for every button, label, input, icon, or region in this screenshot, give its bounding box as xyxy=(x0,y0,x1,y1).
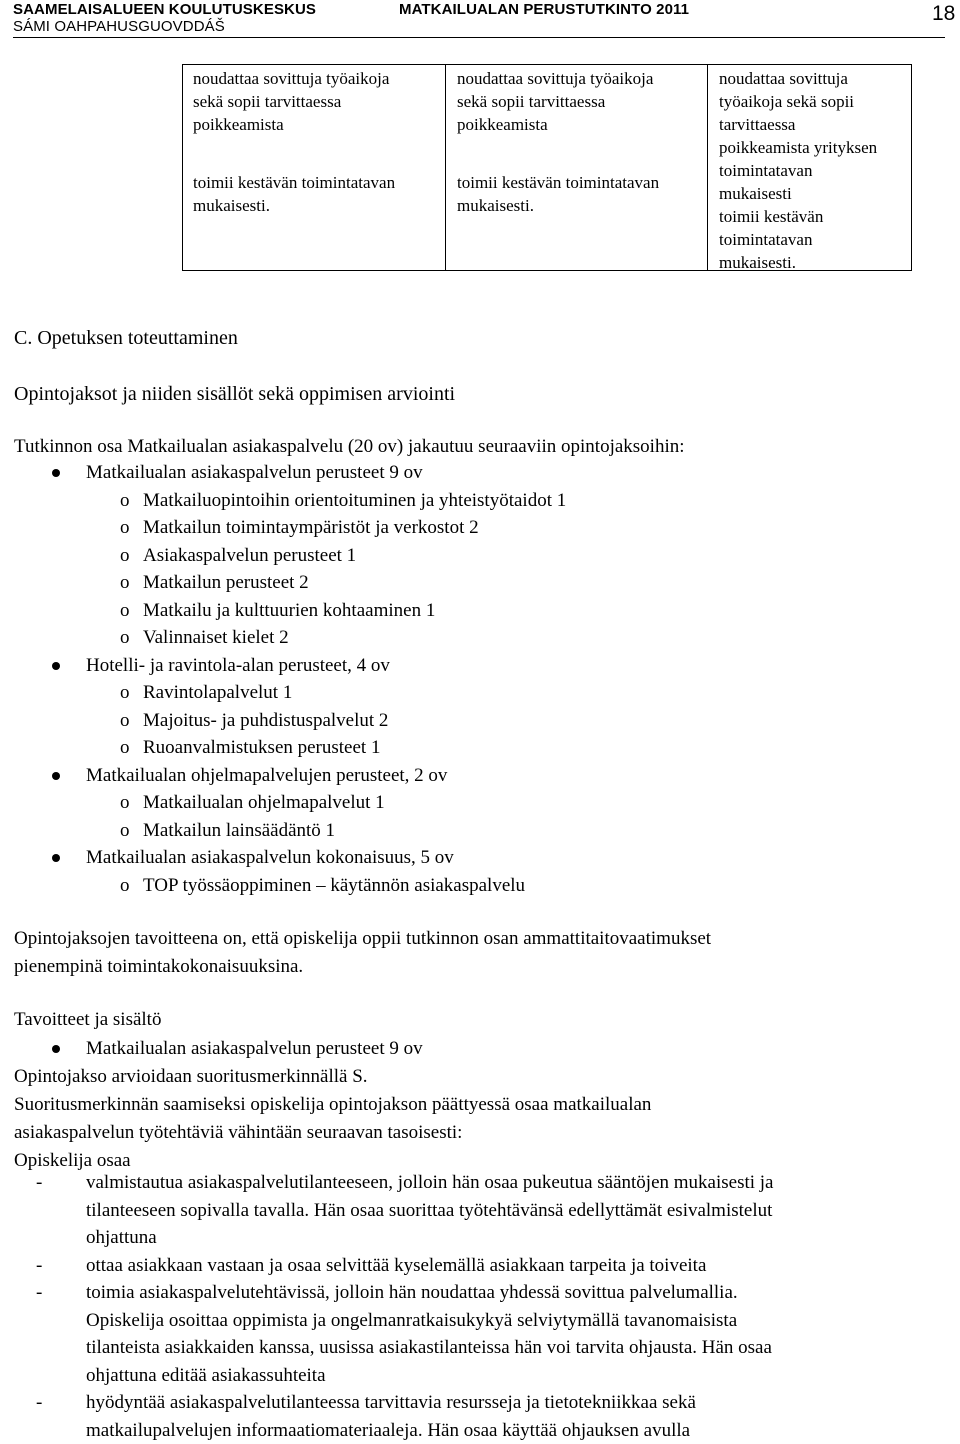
course-list xyxy=(0,459,566,899)
circle-marker-icon: o xyxy=(120,789,130,817)
criteria-line: tilanteeseen sopivalla tavalla. Hän osaa suorittaa työtehtävänsä edellyttämät esivalmistelut xyxy=(86,1197,946,1225)
list-item xyxy=(0,762,566,790)
list-item xyxy=(0,1035,423,1063)
bullet-icon xyxy=(52,772,60,780)
subcourse-label: Ravintolapalvelut 1 xyxy=(143,682,292,703)
goal-paragraph xyxy=(14,925,711,981)
paragraph-line: Suoritusmerkinnän saamiseksi opiskelija opintojakson päättyessä osaa matkailualan xyxy=(14,1091,651,1119)
section-subheading: Opintojaksot ja niiden sisällöt sekä oppimisen arviointi xyxy=(14,380,455,408)
intro-paragraph: Tutkinnon osa Matkailualan asiakaspalvelu (20 ov) jakautuu seuraaviin opintojaksoihin: xyxy=(14,433,685,461)
circle-marker-icon: o xyxy=(120,624,130,652)
cell-text: noudattaa sovittuja työaikoja xyxy=(457,67,707,90)
bullet-icon xyxy=(52,854,60,862)
dash-marker-icon: - xyxy=(36,1279,42,1307)
sub-list-item xyxy=(0,487,566,515)
dash-marker-icon: - xyxy=(36,1389,42,1417)
sub-list-item xyxy=(0,597,566,625)
list-item xyxy=(0,1252,946,1280)
bullet-icon xyxy=(52,469,60,477)
sub-list-item xyxy=(0,734,566,762)
criteria-line: toimia asiakaspalvelutehtävissä, jolloin hän noudattaa yhdessä sovittua palvelumallia. xyxy=(86,1279,946,1307)
assessment-table xyxy=(182,64,912,271)
table-cell-good xyxy=(446,65,708,270)
section-heading: C. Opetuksen toteuttaminen xyxy=(14,324,238,352)
cell-text: mukaisesti. xyxy=(719,251,911,274)
criteria-line: tilanteista asiakkaiden kanssa, uusissa asiakastilanteissa hän voi tarvita ohjausta. Hän osaa xyxy=(86,1334,946,1362)
page-header xyxy=(0,0,960,36)
sub-list-item xyxy=(0,707,566,735)
sub-list-item xyxy=(0,817,566,845)
cell-text: toimii kestävän toimintatavan xyxy=(193,171,445,194)
goal-label: Matkailualan asiakaspalvelun perusteet 9 ov xyxy=(86,1038,423,1059)
subcourse-label: Asiakaspalvelun perusteet 1 xyxy=(143,545,356,566)
cell-text: poikkeamista yrityksen xyxy=(719,136,911,159)
sub-list-item xyxy=(0,872,566,900)
circle-marker-icon: o xyxy=(120,872,130,900)
paragraph-line: Opintojaksojen tavoitteena on, että opiskelija oppii tutkinnon osan ammattitaitovaatimukset xyxy=(14,925,711,953)
cell-text: toimintatavan xyxy=(719,159,911,182)
circle-marker-icon: o xyxy=(120,817,130,845)
criteria-line: valmistautua asiakaspalvelutilanteeseen, jolloin hän osaa pukeutua sääntöjen mukaisesti ja xyxy=(86,1169,946,1197)
course-label: Matkailualan ohjelmapalvelujen perusteet, 2 ov xyxy=(86,765,447,786)
criteria-line: ohjattuna xyxy=(86,1224,946,1252)
cell-text: toimii kestävän xyxy=(719,205,911,228)
table-cell-excellent xyxy=(708,65,911,270)
circle-marker-icon: o xyxy=(120,569,130,597)
criteria-line: matkailupalvelujen informaatiomateriaaleja. Hän osaa käyttää ohjauksen avulla xyxy=(86,1417,946,1444)
circle-marker-icon: o xyxy=(120,707,130,735)
dash-marker-icon: - xyxy=(36,1252,42,1280)
course-label: Hotelli- ja ravintola-alan perusteet, 4 ov xyxy=(86,655,390,676)
sub-list-item xyxy=(0,514,566,542)
cell-text: mukaisesti xyxy=(719,182,911,205)
sub-list-item xyxy=(0,789,566,817)
circle-marker-icon: o xyxy=(120,679,130,707)
subcourse-label: Matkailun toimintaympäristöt ja verkostot 2 xyxy=(143,517,479,538)
cell-text: poikkeamista xyxy=(193,113,445,136)
subcourse-label: Majoitus- ja puhdistuspalvelut 2 xyxy=(143,710,388,731)
circle-marker-icon: o xyxy=(120,487,130,515)
bullet-icon xyxy=(52,1045,60,1053)
criteria-line: ohjattuna editää asiakassuhteita xyxy=(86,1362,946,1390)
circle-marker-icon: o xyxy=(120,597,130,625)
paragraph-line: asiakaspalvelun työtehtäviä vähintään seuraavan tasoisesti: xyxy=(14,1119,651,1147)
criteria-list xyxy=(0,1169,960,1444)
list-item xyxy=(0,1279,946,1389)
criteria-line: Opiskelija osoittaa oppimista ja ongelmanratkaisukykyä selviytymällä tavanomaisista xyxy=(86,1307,946,1335)
header-document-title: MATKAILUALAN PERUSTUTKINTO 2011 xyxy=(399,1,689,18)
cell-text: sekä sopii tarvittaessa xyxy=(193,90,445,113)
cell-text: toimii kestävän toimintatavan xyxy=(457,171,707,194)
cell-text: noudattaa sovittuja työaikoja xyxy=(193,67,445,90)
subcourse-label: Matkailu ja kulttuurien kohtaaminen 1 xyxy=(143,600,435,621)
paragraph-line: pienempinä toimintakokonaisuuksina. xyxy=(14,953,711,981)
subcourse-label: Matkailun lainsäädäntö 1 xyxy=(143,820,335,841)
subcourse-label: Matkailuopintoihin orientoituminen ja yhteistyötaidot 1 xyxy=(143,490,566,511)
goals-list xyxy=(0,1035,423,1063)
header-divider xyxy=(13,37,945,38)
circle-marker-icon: o xyxy=(120,514,130,542)
bullet-icon xyxy=(52,662,60,670)
dash-marker-icon: - xyxy=(36,1169,42,1197)
header-organization-finnish: SAAMELAISALUEEN KOULUTUSKESKUS xyxy=(13,1,316,18)
list-item xyxy=(0,459,566,487)
subcourse-label: TOP työssäoppiminen – käytännön asiakaspalvelu xyxy=(143,875,525,896)
list-item xyxy=(0,844,566,872)
cell-text: tarvittaessa xyxy=(719,113,911,136)
criteria-line: ottaa asiakkaan vastaan ja osaa selvittää kyselemällä asiakkaan tarpeita ja toiveita xyxy=(86,1252,946,1280)
subcourse-label: Valinnaiset kielet 2 xyxy=(143,627,289,648)
goals-heading: Tavoitteet ja sisältö xyxy=(14,1006,161,1034)
course-label: Matkailualan asiakaspalvelun kokonaisuus, 5 ov xyxy=(86,847,454,868)
list-item xyxy=(0,1389,946,1444)
cell-text: noudattaa sovittuja xyxy=(719,67,911,90)
paragraph-line: Opintojakso arvioidaan suoritusmerkinnällä S. xyxy=(14,1063,651,1091)
circle-marker-icon: o xyxy=(120,734,130,762)
circle-marker-icon: o xyxy=(120,542,130,570)
cell-text: työaikoja sekä sopii xyxy=(719,90,911,113)
paragraph-line: Opiskelija osaa xyxy=(14,1147,651,1175)
sub-list-item xyxy=(0,624,566,652)
header-organization-sami: SÁMI OAHPAHUSGUOVDDÁŠ xyxy=(13,18,225,35)
criteria-line: hyödyntää asiakaspalvelutilanteessa tarvittavia resursseja ja tietotekniikkaa sekä xyxy=(86,1389,946,1417)
cell-text: toimintatavan xyxy=(719,228,911,251)
table-cell-satisfactory xyxy=(183,65,446,270)
cell-text: sekä sopii tarvittaessa xyxy=(457,90,707,113)
subcourse-label: Ruoanvalmistuksen perusteet 1 xyxy=(143,737,380,758)
cell-text: mukaisesti. xyxy=(193,194,445,217)
subcourse-label: Matkailualan ohjelmapalvelut 1 xyxy=(143,792,385,813)
assessment-paragraph xyxy=(14,1063,651,1175)
sub-list-item xyxy=(0,569,566,597)
sub-list-item xyxy=(0,542,566,570)
list-item xyxy=(0,652,566,680)
cell-text: poikkeamista xyxy=(457,113,707,136)
course-label: Matkailualan asiakaspalvelun perusteet 9 ov xyxy=(86,462,423,483)
subcourse-label: Matkailun perusteet 2 xyxy=(143,572,309,593)
page-number: 18 xyxy=(932,2,955,26)
cell-text: mukaisesti. xyxy=(457,194,707,217)
sub-list-item xyxy=(0,679,566,707)
list-item xyxy=(0,1169,946,1252)
